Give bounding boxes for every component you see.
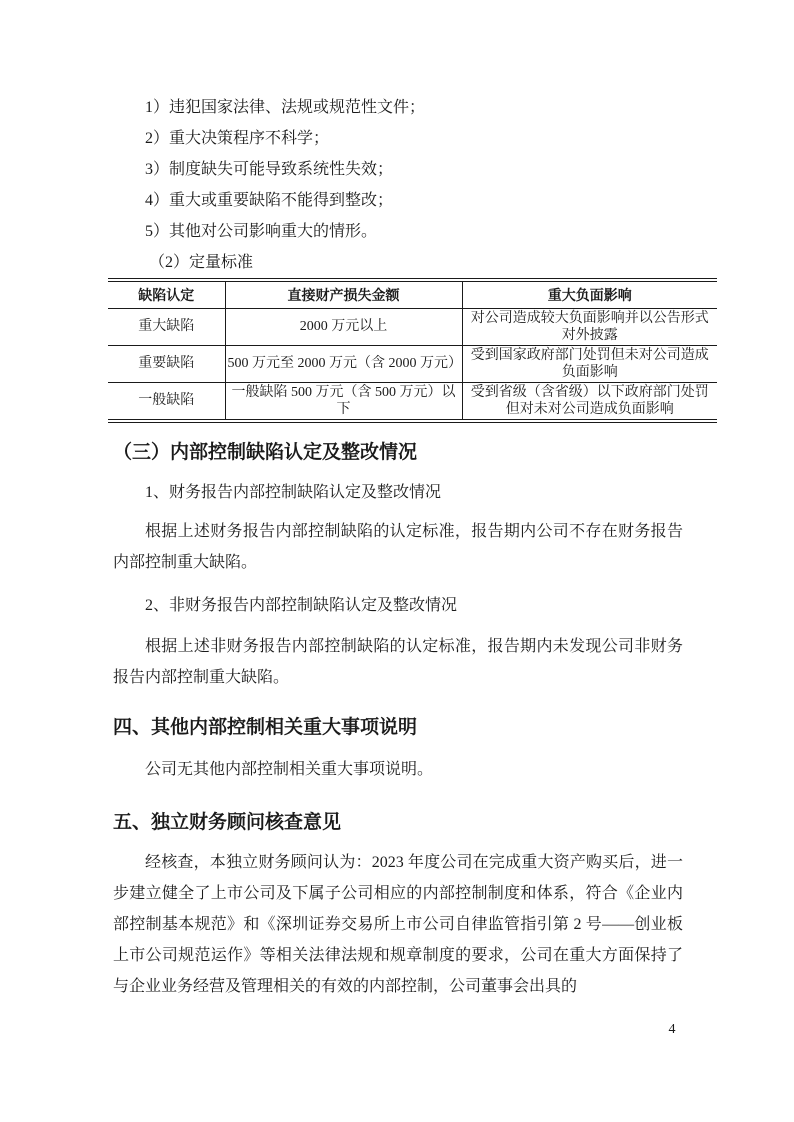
page-number: 4 <box>668 1022 676 1037</box>
cell-defect-type: 重大缺陷 <box>108 308 225 345</box>
qualitative-criteria-list <box>113 92 683 247</box>
table-row-general-defect <box>108 382 717 421</box>
section3-sub2-paragraph: 根据上述非财务报告内部控制缺陷的认定标准，报告期内未发现公司非财务报告内部控制重大缺陷。 <box>113 637 683 686</box>
page-content <box>113 92 709 1002</box>
table-header-row <box>108 280 717 308</box>
cell-negative-impact: 受到国家政府部门处罚但未对公司造成负面影响 <box>462 345 717 382</box>
list-item-1: 1）违犯国家法律、法规或规范性文件； <box>145 99 426 116</box>
cell-negative-impact: 对公司造成较大负面影响并以公告形式对外披露 <box>470 310 709 343</box>
header-cell-negative-impact: 重大负面影响 <box>462 280 717 308</box>
section3-sub1-heading: 1、财务报告内部控制缺陷认定及整改情况 <box>145 483 442 501</box>
header-cell-defect-type: 缺陷认定 <box>108 280 225 308</box>
table-row-important-defect <box>108 345 717 382</box>
quantitative-standard-label: （2）定量标准 <box>149 254 254 271</box>
list-item-3: 3）制度缺失可能导致系统性失效； <box>145 161 394 178</box>
section3-sub2-heading: 2、非财务报告内部控制缺陷认定及整改情况 <box>145 596 458 614</box>
list-item-5: 5）其他对公司影响重大的情形。 <box>145 223 378 240</box>
table-row-major-defect <box>108 308 717 345</box>
section3-sub1-paragraph: 根据上述财务报告内部控制缺陷的认定标准，报告期内公司不存在财务报告内部控制重大缺陷。 <box>113 522 683 571</box>
section4-paragraph: 公司无其他内部控制相关重大事项说明。 <box>145 760 434 778</box>
defect-criteria-table <box>108 278 717 423</box>
cell-loss-amount: 2000 万元以上 <box>225 308 462 345</box>
list-item-4: 4）重大或重要缺陷不能得到整改； <box>145 192 394 209</box>
cell-defect-type: 重要缺陷 <box>108 345 225 382</box>
list-item-2: 2）重大决策程序不科学； <box>145 130 330 147</box>
header-cell-loss-amount: 直接财产损失金额 <box>225 280 462 308</box>
section4-heading: 四、其他内部控制相关重大事项说明 <box>113 716 418 738</box>
cell-loss-amount: 一般缺陷 500 万元（含 500 万元）以下 <box>225 382 462 421</box>
section3-heading: （三）内部控制缺陷认定及整改情况 <box>113 441 418 463</box>
cell-negative-impact: 受到省级（含省级）以下政府部门处罚但对未对公司造成负面影响 <box>462 382 717 421</box>
cell-loss-amount: 500 万元至 2000 万元（含 2000 万元） <box>225 345 462 382</box>
section5-paragraph: 经核查，本独立财务顾问认为：2023 年度公司在完成重大资产购买后，进一步建立健全了上市公司及下属子公司相应的内部控制制度和体系，符合《企业内部控制基本规范》和《深圳证券交易所上市公司自律监管指引第 2 号——创业板上市公司规范运作》等相关法律法规和规章制度的要求，公司在重大方面保持了与企业业务经营及管理相关的有效的内部控制，公司董事会出具的 <box>113 853 683 995</box>
cell-defect-type: 一般缺陷 <box>108 382 225 421</box>
section5-heading: 五、独立财务顾问核查意见 <box>113 811 342 833</box>
